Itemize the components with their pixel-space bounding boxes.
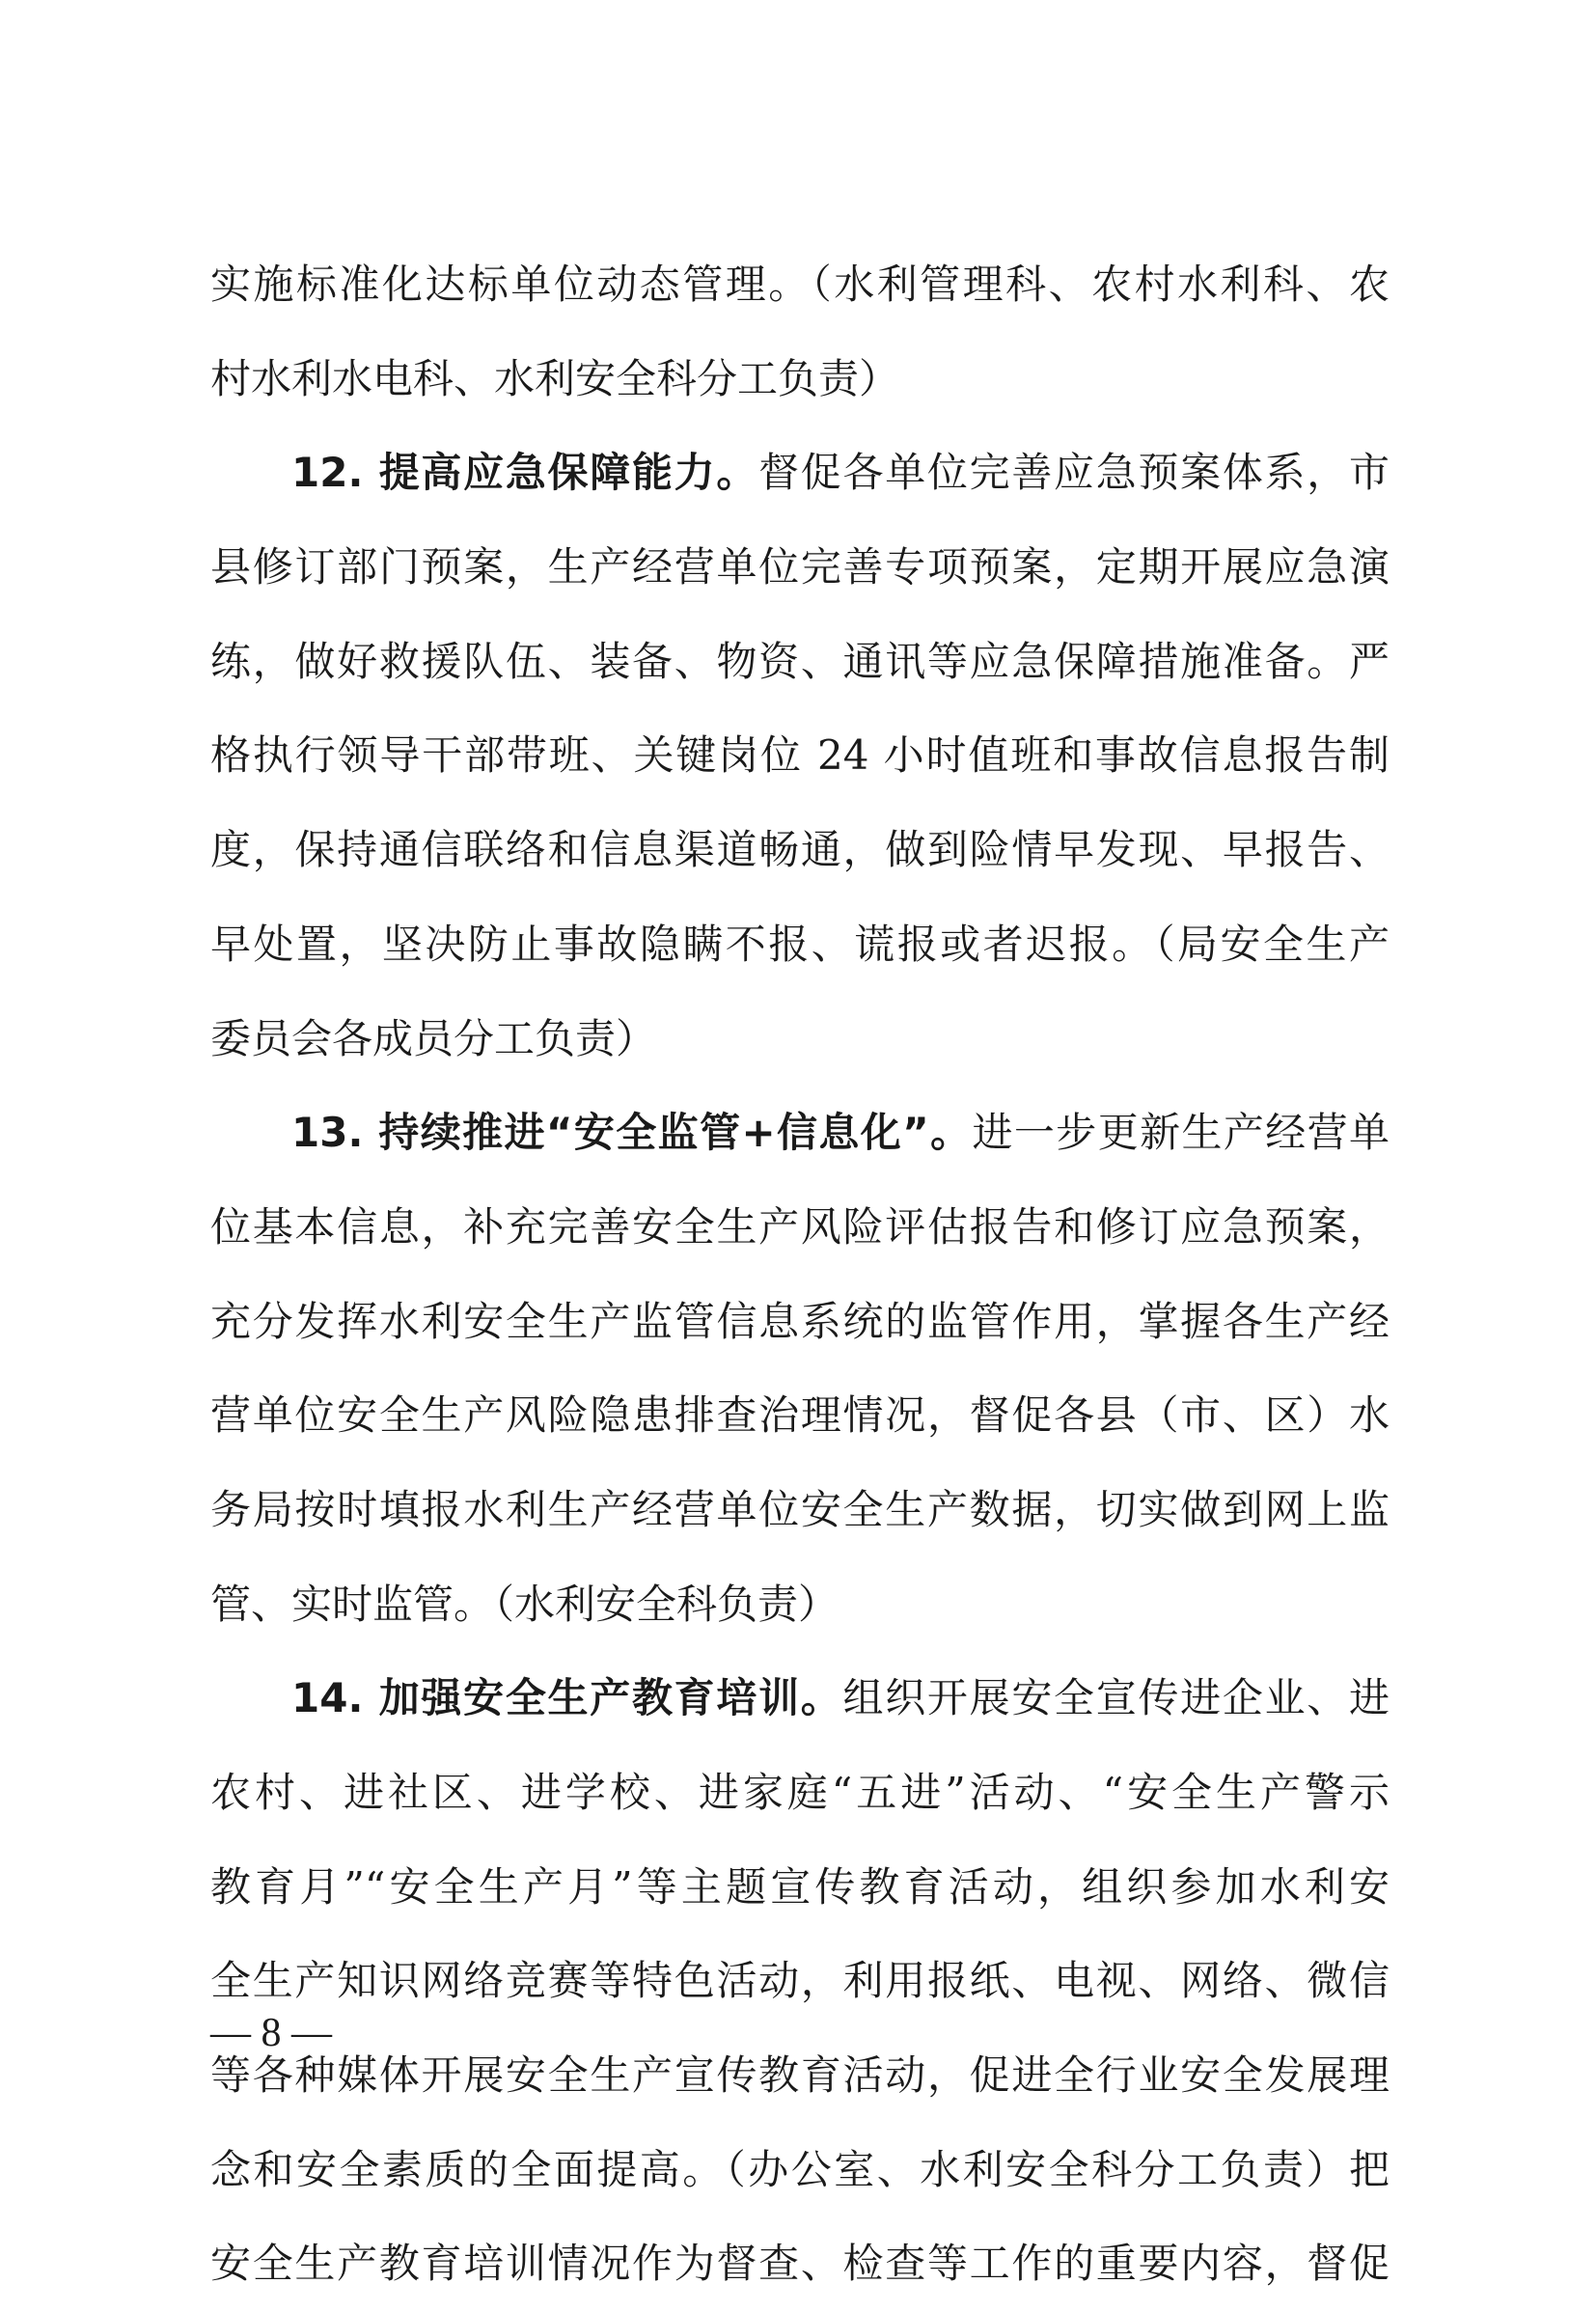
text-line: 全生产知识网络竞赛等特色活动，利用报纸、电视、网络、微信 <box>210 1957 1390 2005</box>
paragraph-13-first-line <box>210 1086 1390 1180</box>
page-number: — 8 — <box>210 2011 332 2055</box>
section-heading-13: 13. 持续推进“安全监管+信息化”。 <box>291 1109 973 1157</box>
text-span: 组织开展安全宣传进企业、进 <box>842 1674 1390 1722</box>
document-body <box>210 237 1390 2311</box>
text-line: 务局按时填报水利生产经营单位安全生产数据，切实做到网上监 <box>210 1485 1390 1533</box>
text-line: 安全生产教育培训情况作为督查、检查等工作的重要内容，督促 <box>210 2240 1390 2288</box>
text-span: 督促各单位完善应急预案体系，市 <box>758 449 1390 497</box>
paragraph-14-first-line <box>210 1651 1390 1746</box>
text-line: 县修订部门预案，生产经营单位完善专项预案，定期开展应急演 <box>210 543 1390 592</box>
text-line: 管、实时监管。（水利安全科负责） <box>210 1580 839 1628</box>
text-line: 实施标准化达标单位动态管理。（水利管理科、农村水利科、农 <box>210 261 1390 308</box>
paragraph-12-first-line <box>210 426 1390 520</box>
section-heading-12: 12. 提高应急保障能力。 <box>291 449 759 497</box>
text-line: 营单位安全生产风险隐患排查治理情况，督促各县（市、区）水 <box>210 1391 1390 1440</box>
text-line: 念和安全素质的全面提高。（办公室、水利安全科分工负责）把 <box>210 2145 1390 2193</box>
text-line: 村水利水电科、水利安全科分工负责） <box>210 354 900 402</box>
text-line: 度，保持通信联络和信息渠道畅通，做到险情早发现、早报告、 <box>210 826 1390 874</box>
text-line: 教育月”“安全生产月”等主题宣传教育活动，组织参加水利安 <box>210 1862 1390 1911</box>
text-line: 早处置，坚决防止事故隐瞒不报、谎报或者迟报。（局安全生产 <box>210 920 1390 968</box>
text-line: 位基本信息，补充完善安全生产风险评估报告和修订应急预案， <box>210 1202 1390 1251</box>
text-line: 农村、进社区、进学校、进家庭“五进”活动、“安全生产警示 <box>210 1769 1390 1816</box>
text-line: 充分发挥水利安全生产监管信息系统的监管作用，掌握各生产经 <box>210 1297 1390 1345</box>
text-line: 练，做好救援队伍、装备、物资、通讯等应急保障措施准备。严 <box>210 637 1390 685</box>
text-line: 格执行领导干部带班、关键岗位 24 小时值班和事故信息报告制 <box>210 731 1390 780</box>
text-line: 委员会各成员分工负责） <box>210 1014 657 1062</box>
text-span: 进一步更新生产经营单 <box>972 1109 1390 1157</box>
text-line: 等各种媒体开展安全生产宣传教育活动，促进全行业安全发展理 <box>210 2051 1390 2100</box>
section-heading-14: 14. 加强安全生产教育培训。 <box>291 1674 843 1722</box>
